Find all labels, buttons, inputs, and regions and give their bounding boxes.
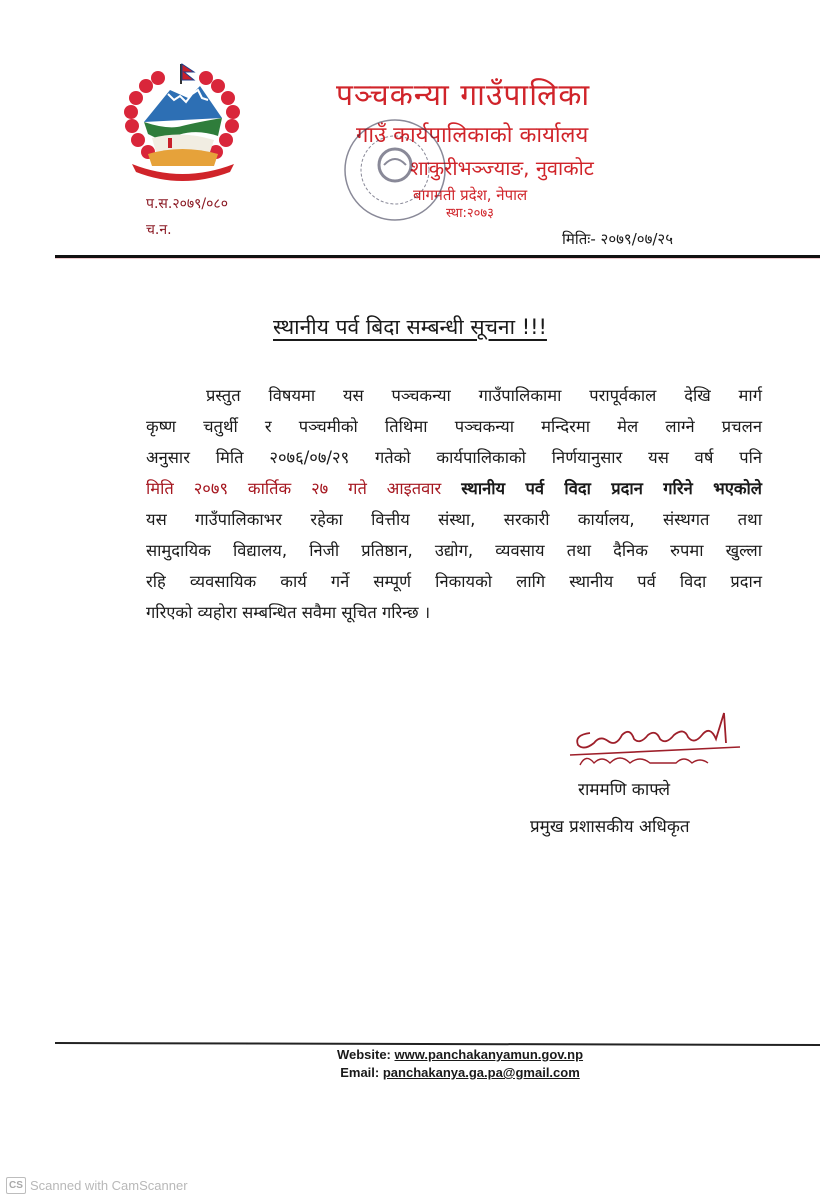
office-name: गाउँ कार्यपालिकाको कार्यालय bbox=[356, 123, 589, 148]
signatory-designation: प्रमुख प्रशासकीय अधिकृत bbox=[530, 817, 690, 837]
footer-contact bbox=[0, 1046, 820, 1082]
website-link[interactable]: www.panchakanyamun.gov.np bbox=[394, 1047, 584, 1062]
footer-website bbox=[0, 1046, 820, 1064]
date-label: मितिः- bbox=[562, 230, 596, 248]
camscanner-text: Scanned with CamScanner bbox=[30, 1178, 188, 1193]
dispatch-number: च.न. bbox=[146, 222, 172, 238]
body-line: कृष्ण चतुर्थी र पञ्चमीको तिथिमा पञ्चकन्या मन्दिरमा मेल लाग्ने प्रचलन bbox=[146, 417, 762, 436]
holiday-date-highlight: मिति २०७९ कार्तिक २७ गते आइतवार bbox=[146, 479, 442, 498]
handwritten-signature-icon bbox=[560, 705, 745, 775]
header-divider-shadow bbox=[55, 258, 820, 259]
body-line: सामुदायिक विद्यालय, निजी प्रतिष्ठान, उद्योग, व्यवसाय तथा दैनिक रुपमा खुल्ला bbox=[146, 541, 762, 560]
body-line: प्रस्तुत विषयमा यस पञ्चकन्या गाउँपालिकामा परापूर्वकाल देखि मार्ग bbox=[206, 386, 762, 405]
website-label: Website: bbox=[336, 1047, 391, 1062]
email-link[interactable]: panchakanya.ga.pa@gmail.com bbox=[382, 1065, 580, 1080]
notice-subject-text: स्थानीय पर्व बिदा सम्बन्धी सूचना !!! bbox=[273, 315, 547, 339]
province: बागमती प्रदेश, नेपाल bbox=[413, 186, 528, 204]
body-line: अनुसार मिति २०७६/०७/२९ गतेको कार्यपालिकाको निर्णयानुसार यस वर्ष पनि bbox=[146, 448, 762, 467]
date-value: २०७९/०७/२५ bbox=[600, 230, 674, 248]
body-line: गरिएको व्यहोरा सम्बन्धित सवैमा सूचित गरिन्छ । bbox=[146, 603, 431, 622]
footer-email bbox=[0, 1064, 820, 1082]
reference-number: प.स.२०७९/०८० bbox=[146, 196, 228, 212]
org-name: पञ्चकन्या गाउँपालिका bbox=[336, 78, 591, 113]
nepal-emblem-icon bbox=[118, 60, 248, 185]
notice-subject bbox=[0, 312, 820, 342]
notice-body bbox=[146, 380, 762, 628]
letter-date bbox=[562, 228, 673, 250]
signatory-name: राममणि काफ्ले bbox=[578, 780, 671, 800]
camscanner-logo-icon: CS bbox=[6, 1177, 26, 1194]
camscanner-watermark bbox=[6, 1177, 188, 1194]
body-line-highlight bbox=[146, 473, 762, 504]
office-address: शाकुरीभञ्ज्याङ, नुवाकोट bbox=[410, 156, 594, 180]
holiday-announcement-bold: स्थानीय पर्व विदा प्रदान गरिने भएकोले bbox=[461, 479, 762, 498]
body-line: रहि व्यवसायिक कार्य गर्ने सम्पूर्ण निकायको लागि स्थानीय पर्व विदा प्रदान bbox=[146, 572, 762, 591]
established-year: स्था:२०७३ bbox=[446, 206, 494, 221]
office-seal-stamp-icon bbox=[340, 115, 450, 225]
body-line: यस गाउँपालिकाभर रहेका वित्तीय संस्था, सरकारी कार्यालय, संस्थगत तथा bbox=[146, 510, 762, 529]
email-label: Email: bbox=[340, 1065, 380, 1080]
